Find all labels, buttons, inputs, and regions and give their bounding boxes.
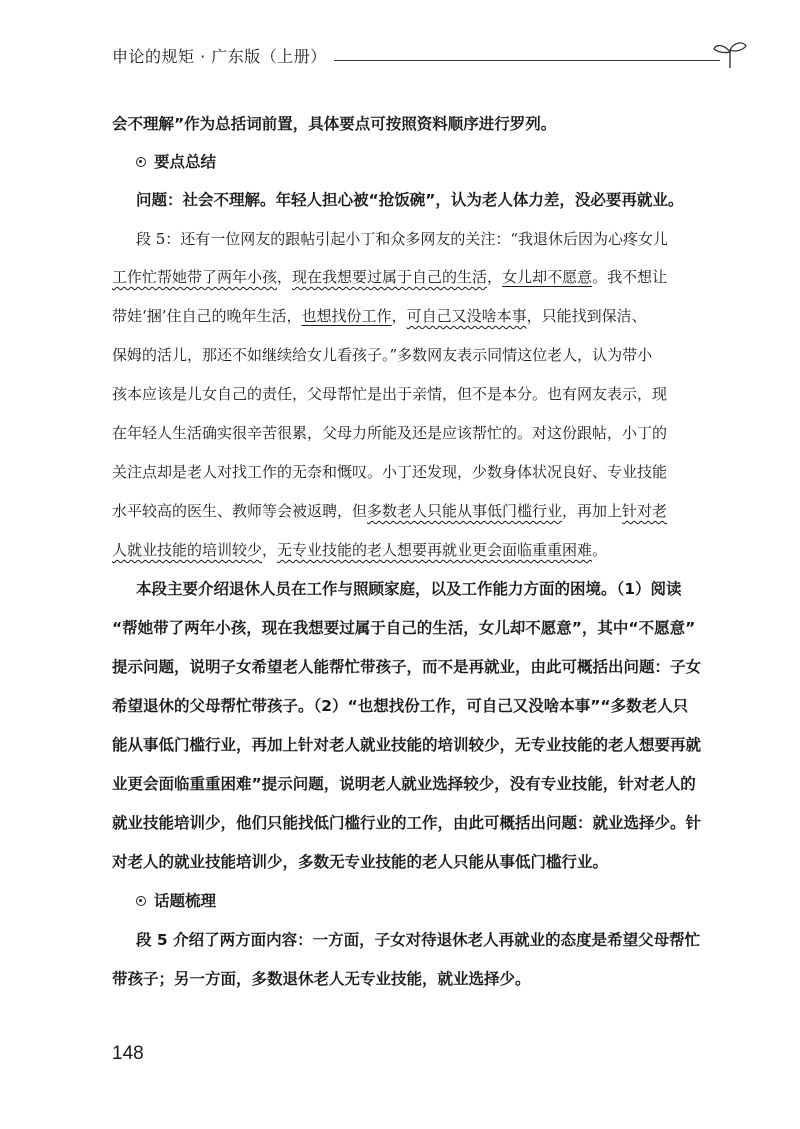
section-heading-label: 话题梳理 <box>154 892 217 910</box>
material-line-6: 在年轻人生活确实很辛苦很累，父母力所能及还是应该帮忙的。对这份跟帖，小丁的 <box>112 424 668 442</box>
book-title: 申论的规矩 · 广东版（上册） <box>112 47 327 66</box>
section-heading-label: 要点总结 <box>154 153 217 171</box>
material-line-2: 工作忙帮她带了两年小孩，现在我想要过属于自己的生活，女儿却不愿意。我不想让 <box>112 268 668 286</box>
material-line-9: 人就业技能的培训较少，无专业技能的老人想要再就业更会面临重重困难。 <box>112 541 608 559</box>
material-line-7: 关注点却是老人对找工作的无奈和慨叹。小丁还发现，少数身体状况良好、专业技能 <box>112 463 668 481</box>
analysis-line-5: 能从事低门槛行业，再加上针对老人就业技能的培训较少，无专业技能的老人想要再就 <box>112 736 702 754</box>
intro-line: 会不理解”作为总括词前置，具体要点可按照资料顺序进行罗列。 <box>112 115 557 133</box>
analysis-line-8: 对老人的就业技能培训少，多数无专业技能的老人只能从事低门槛行业。 <box>112 853 609 871</box>
sprout-icon <box>712 40 748 70</box>
material-line-3: 带娃‘捆’住自己的晚年生活，也想找份工作，可自己又没啥本事，只能找到保洁、 <box>112 307 647 325</box>
topic-line-2: 带孩子；另一方面，多数退休老人无专业技能，就业选择少。 <box>112 970 531 988</box>
section-heading-topic <box>136 890 736 912</box>
bullet-icon <box>136 157 146 167</box>
bullet-icon <box>136 896 146 906</box>
analysis-line-3: 提示问题，说明子女希望老人能帮忙带孩子，而不是再就业，由此可概括出问题：子女 <box>112 658 702 676</box>
marked-phrase: 也想找份工作 <box>301 307 392 325</box>
material-line-5: 孩本应该是儿女自己的责任，父母帮忙是出于亲情，但不是本分。也有网友表示，现 <box>112 385 668 403</box>
marked-phrase: 针对老 <box>622 502 668 520</box>
marked-phrase: 无专业技能的老人想要再就业更会面临重重困难 <box>277 541 593 559</box>
running-header <box>112 38 748 72</box>
analysis-line-7: 就业技能培训少，他们只能找低门槛行业的工作，由此可概括出问题：就业选择少。针 <box>112 814 702 832</box>
analysis-line-6: 业更会面临重重困难”提示问题，说明老人就业选择较少，没有专业技能，针对老人的 <box>112 775 696 793</box>
analysis-line-2: “帮她带了两年小孩，现在我想要过属于自己的生活，女儿却不愿意”，其中“不愿意” <box>112 619 696 637</box>
marked-phrase: 工作忙帮她带了两年小孩 <box>112 268 278 286</box>
material-line-8: 水平较高的医生、教师等会被返聘，但多数老人只能从事低门槛行业，再加上针对老 <box>112 502 668 520</box>
topic-line-1: 段 5 介绍了两方面内容：一方面，子女对待退休老人再就业的态度是希望父母帮忙 <box>136 931 701 949</box>
analysis-line-4: 希望退休的父母帮忙带孩子。（2）“也想找份工作，可自己又没啥本事”“多数老人只 <box>112 697 689 715</box>
marked-phrase: 人就业技能的培训较少 <box>112 541 263 559</box>
analysis-line-1: 本段主要介绍退休人员在工作与照顾家庭，以及工作能力方面的困境。（1）阅读 <box>136 580 682 598</box>
marked-phrase: 现在我想要过属于自己的生活 <box>292 268 488 286</box>
summary-line: 问题：社会不理解。年轻人担心被“抢饭碗”，认为老人体力差，没必要再就业。 <box>136 191 684 209</box>
marked-phrase: 女儿却不愿意 <box>502 268 593 286</box>
header-rule <box>334 60 720 61</box>
page-number: 148 <box>112 1043 144 1064</box>
section-heading-summary <box>136 151 736 173</box>
material-line-1: 段 5：还有一位网友的跟帖引起小丁和众多网友的关注：“我退休后因为心疼女儿 <box>136 230 668 248</box>
material-line-4: 保姆的活儿，那还不如继续给女儿看孩子。”多数网友表示同情这位老人，认为带小 <box>112 346 653 364</box>
marked-phrase: 可自己又没啥本事 <box>406 307 527 325</box>
marked-phrase: 多数老人只能从事低门槛行业 <box>367 502 563 520</box>
